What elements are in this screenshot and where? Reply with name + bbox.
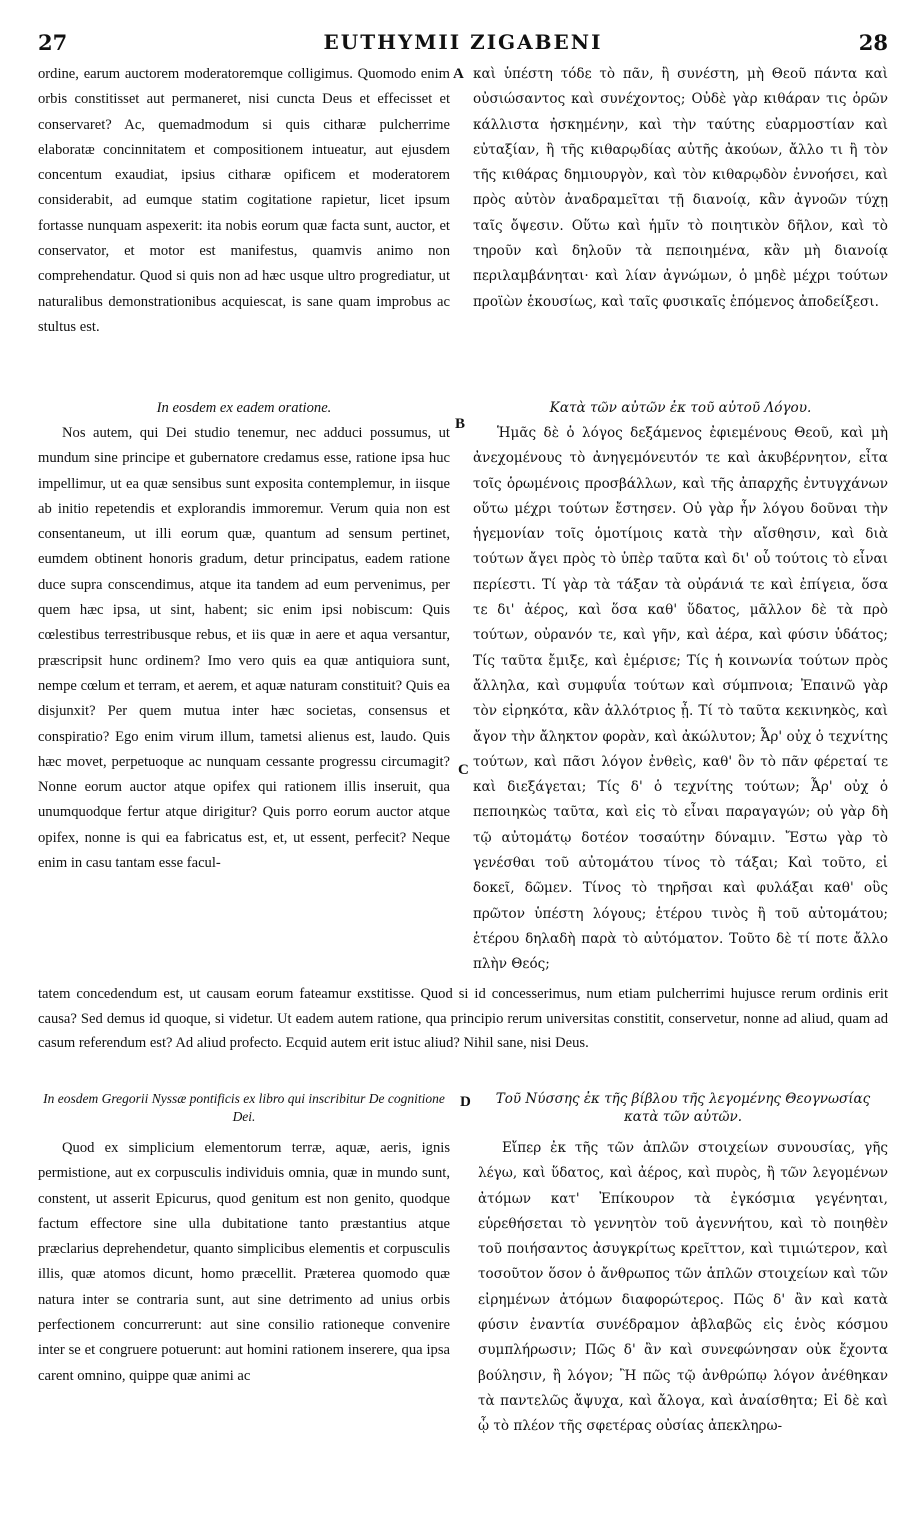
latin-paragraph: Quod ex simplicium elementorum terræ, aquæ, aeris, ignis permistione, aut ex corpusculis individuis omnia, quæ in mundo sunt, constent, ut asserit Epicurus, quod genitum est non genito, quodque factum effectore sine ulla dubitatione tanto præstantius atque præclarius deprehendetur, quanto simplicibus elementis et corpusculis illis, quæ atomos dicunt, homo præcellit. Præterea quomodo quæ natura inter se contraria sunt, aut sine detrimento ad unius orbis perfectionem concurrerunt: aut sine consilio rationeque convenire inter se et congruere potuerunt: aut homini rationem inserere, qua ipsa carent omnino, quippe quæ animi ac	[38, 1140, 450, 1384]
mid-right-greek	[473, 396, 888, 980]
section-heading: In eosdem ex eadem oratione.	[156, 400, 332, 416]
margin-marker-a: A	[453, 66, 464, 82]
bottom-left-latin	[38, 1090, 450, 1530]
latin-paragraph: ordine, earum auctorem moderatoremque colligimus. Quomodo enim orbis constitisset aut permaneret, nisi cuncta Deus et effecisset et conservaret? Ac, quemadmodum si quis citharæ pulcherrime elaboratæ concinnitatem et compositionem intueatur, aut ejusdem concentum exaudiat, ipsius citharæ opificem et moderatorem considerabit, ad eumque statim cogitatione rapietur, licet ipsum fortasse nunquam aspexerit: ita nobis eorum quæ facta sunt, auctor, et conservator, et motor est manifestus, quamvis animo non comprehendatur. Quod si quis non ad hæc usque ultro progrediatur, ut naturalibus demonstrationibus acquiescat, is sane quam improbus ac stultus est.	[38, 66, 450, 335]
mid-left-latin	[38, 396, 450, 980]
margin-marker-d: D	[460, 1094, 471, 1110]
section-heading: Τοῦ Νύσσης ἐκ τῆς βίβλου τῆς λεγομένης Θεογνωσίας κατὰ τῶν αὐτῶν.	[495, 1091, 871, 1125]
left-page-number: 27	[38, 30, 68, 55]
latin-paragraph: Nos autem, qui Dei studio tenemur, nec adduci possumus, ut mundum sine principe et gubernatore credamus esse, ratione ipsa huc impellimur, ut ea quæ sensibus sunt exposita contemplemur, in iisque ab initio repetendis et explorandis immoremur. Verum quia non est consentaneum, ut illi eorum quæ, quantum ad sensum pertinet, eumdem obtinent honoris gradum, detur principatus, eadem ratione duce supra conscendimus, atque ita tandem ad eum pervenimus, per quem hæc ipsa, ut sint, habent; sic enim ipsi nobiscum: Quis cœlestibus terrestribusque rebus, et iis quæ in aere et aqua versantur, præscripsit hunc ordinem? Imo vero quis ea quæ antiquiora sunt, nempe cœlum et terram, et aerem, et aquæ naturam constituit? Quis ea disjunxit? Per quem mutua inter hæc societas, consensus et conspiratio? Ego enim virum illum, tametsi alienus est, laudo. Quis hæc movet, perpetuoque ac nunquam cessante progressu circumagit? Nonne eorum auctor atque opifex qui rationem illis inseruit, qua unumquodque fertur atque dirigitur? Quis porro eorum auctor atque opifex, nonne is qui ea fabricatus est, et, ut essent, perfecit? Neque enim in casu tantam esse facul-	[38, 425, 450, 872]
section-heading: Κατὰ τῶν αὐτῶν ἐκ τοῦ αὐτοῦ Λόγου.	[549, 400, 812, 416]
top-left-latin	[38, 62, 450, 398]
bottom-right-greek	[478, 1090, 888, 1530]
greek-paragraph: Ἡμᾶς δὲ ὁ λόγος δεξάμενος ἐφιεμένους Θεοῦ, καὶ μὴ ἀνεχομένους τὸ ἀνηγεμόνευτόν τε καὶ ἀκυβέρνητον, εἶτα τοῖς ὁρωμένοις προσβάλλων, καὶ τῆς ἀπαρχῆς ἐντυγχάνων οὕτω μέχρι τούτων ἔστησεν. Οὐ γὰρ ἦν λόγου δοῦναι τὴν ἡγεμονίαν τοῖς ὁμοτίμοις κατὰ τὴν αἴσθησιν, καὶ διὰ τούτων ἄγει πρὸς τὸ ὑπὲρ ταῦτα καὶ δι' οὗ τούτοις τὸ εἶναι περίεστι. Τί γὰρ τὰ τάξαν τὰ οὐράνιά τε καὶ ἐπίγεια, ὅσα τε δι' ἀέρος, καὶ ὅσα καθ' ὕδατος, μᾶλλον δὲ τὰ πρὸ τούτων, οὐρανόν τε, καὶ γῆν, καὶ ἀέρα, καὶ φύσιν ὑδάτος; Τίς ταῦτα ἔμιξε, καὶ ἐμέρισε; Τίς ἡ κοινωνία τούτων πρὸς ἄλληλα, καὶ συμφυΐα τούτων καὶ σύμπνοια; Ἐπαινῶ γὰρ τὸν εἰρηκότα, κἂν ἀλλότριος ᾖ. Τί τὸ ταῦτα κεκινηκὸς, καὶ ἄγον τὴν ἄληκτον φορὰν, καὶ ἀκώλυτον; Ἆρ' οὐχ ὁ τεχνίτης τούτων, καὶ πᾶσι λόγον ἐνθεὶς, καθ' ὃν τὸ πᾶν φέρεταί τε καὶ διεξάγεται; Τίς δ' ὁ τεχνίτης τούτων; Ἆρ' οὐχ ὁ πεποιηκὼς ταῦτα, καὶ εἰς τὸ εἶναι παραγαγών; οὐ γὰρ δὴ τῷ αὐτομάτῳ δοτέον τοσαύτην δύναμιν. Ἔστω γὰρ τὸ γενέσθαι τοῦ αὐτομάτου τίνος τὸ τάξαι; Καὶ τοῦτο, εἰ δοκεῖ, δῶμεν. Τίνος τὸ τηρῆσαι καὶ φυλάξαι καθ' οὓς πρῶτον ὑπέστη λόγους; ἑτέρου τινὸς ἢ τοῦ αὐτομάτου; ἑτέρου δηλαδὴ παρὰ τὸ αὐτόματον. Τοῦτο δὲ τί ποτε ἄλλο πλὴν Θεός;	[473, 425, 888, 973]
full-width-continuation	[38, 982, 888, 1082]
running-title: EUTHYMII ZIGABENI	[323, 30, 603, 54]
page-header	[38, 30, 888, 56]
margin-marker-b: B	[455, 416, 466, 432]
greek-paragraph: καὶ ὑπέστη τόδε τὸ πᾶν, ἢ συνέστη, μὴ Θεοῦ πάντα καὶ οὐσιώσαντος καὶ συνέχοντος; Οὐδὲ γὰρ κιθάραν τις ὁρῶν κάλλιστα ἠσκημένην, καὶ τὴν ταύτης εὐαρμοστίαν καὶ εὐταξίαν, ἢ τῆς κιθαρῳδίας αὐτῆς ἀκούων, ἄλλο τι ἢ τὸν τῆς κιθάρας δημιουργὸν, καὶ τὸν κιθαρῳδὸν ἐννοήσει, καὶ πρὸς αὐτὸν ἀναδραμεῖται τῇ διανοίᾳ, κἂν ἀγνοῶν τύχῃ ταῖς ὄψεσιν. Οὕτω καὶ ἡμῖν τὸ ποιητικὸν δῆλον, καὶ τὸ τηροῦν καὶ δηλοῦν τὰ πεποιημένα, κἂν μὴ διανοίᾳ περιλαμβάνηται· καὶ λίαν ἀγνώμων, ὁ μηδὲ μέχρι τούτων προϊὼν ἑκουσίως, καὶ ταῖς φυσικαῖς ἑπόμενος ἀποδείξεσι.	[473, 66, 888, 310]
margin-marker-c: C	[458, 762, 469, 778]
right-page-number: 28	[858, 30, 888, 55]
section-heading: In eosdem Gregorii Nyssæ pontificis ex libro qui inscribitur De cognitione Dei.	[43, 1091, 445, 1124]
greek-paragraph: Εἴπερ ἐκ τῆς τῶν ἁπλῶν στοιχείων συνουσίας, γῆς λέγω, καὶ ὕδατος, καὶ ἀέρος, καὶ πυρὸς, ἢ τῶν λεγομένων ἀτόμων κατ' Ἐπίκουρον τὰ ἐγκόσμια γεγένηται, εὑρεθήσεται τὸ γεννητὸν τοῦ ἀγεννήτου, καὶ τὸ ποιηθὲν τοῦ ποιήσαντος ἀσυγκρίτως κρεῖττον, καὶ τιμιώτερον, καὶ τοσοῦτον ὅσον ὁ ἄνθρωπος τῶν ἁπλῶν στοιχείων καὶ τῶν εἰρημένων ἀτόμων διαφορώτερος. Πῶς δ' ἂν καὶ κατὰ φύσιν ἐναντία συνέδραμον ἀβλαβῶς εἰς ἑνὸς κόσμου συμπλήρωσιν; Πῶς δ' ἂν καὶ συνεφώνησαν οὐκ ἔχοντα βούλησιν, ἢ λόγον; Ἢ πῶς τῷ ἀνθρώπῳ λόγον ἀνέθηκαν τὰ παντελῶς ἄψυχα, καὶ ἄλογα, καὶ ἀναίσθητα; Εἰ δὲ καὶ ᾧ τὸ πλέον τῆς σφετέρας οὐσίας ἀπεκληρω-	[478, 1140, 888, 1435]
top-right-greek	[473, 62, 888, 352]
latin-paragraph: tatem concedendum est, ut causam eorum fateamur exstitisse. Quod si id concesserimus, num etiam pulcherrimi hujusce rerum ordinis erit causa? Sed demus id quoque, si videtur. Ut eadem autem ratione, qua principio rerum universitas constitit, conservetur, nonne ad aliud, quam ad casum referendum est? Ad aliud profecto. Ecquid autem erit istuc aliud? Nihil sane, nisi Deus.	[38, 986, 888, 1051]
